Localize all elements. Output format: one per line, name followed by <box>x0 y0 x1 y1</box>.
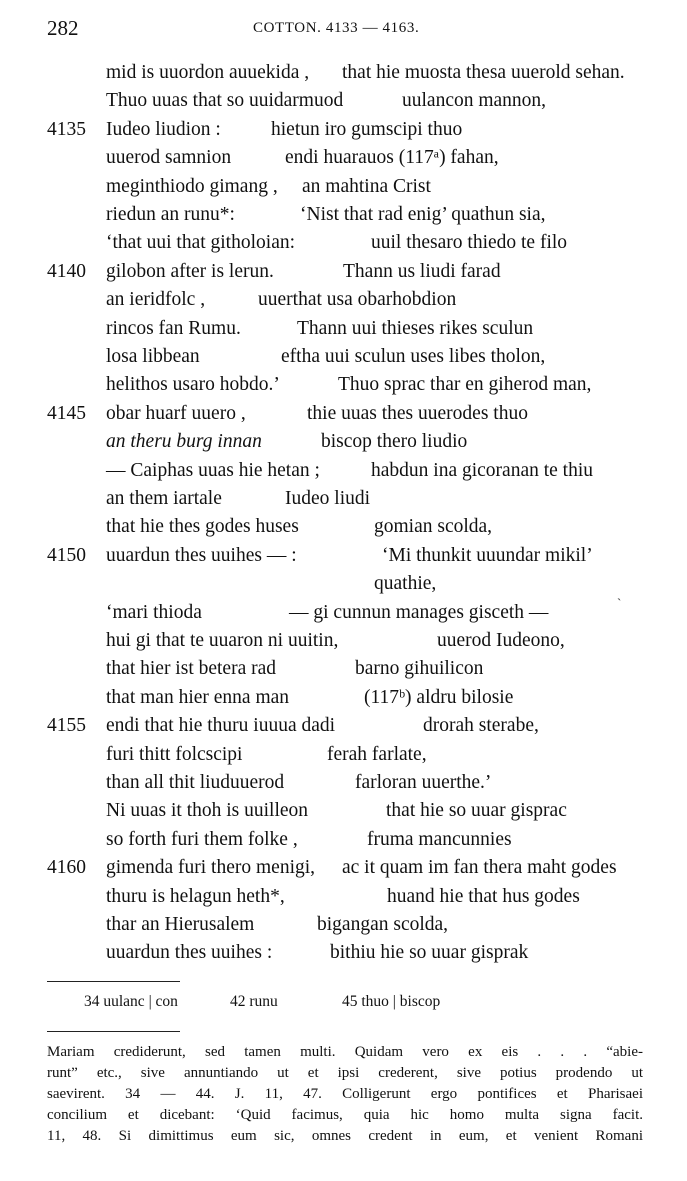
first-half-line: thar an Hierusalem <box>106 914 255 935</box>
margin-mark: ˎ <box>617 586 622 601</box>
footnote-rule <box>47 981 180 982</box>
verse-line <box>0 545 687 573</box>
first-half-line: an theru burg innan <box>106 431 262 453</box>
verse-line <box>0 914 687 942</box>
second-half-line: an mahtina Crist <box>302 175 431 197</box>
commentary-line: concilium et dicebant: ‘Quid facimus, quia hic homo multa signa facit. <box>47 1107 643 1123</box>
second-half-line: huand hie that hus godes <box>387 885 580 907</box>
verse-line <box>0 715 687 743</box>
second-half-line: hietun iro gumscipi thuo <box>271 118 463 140</box>
verse-line <box>0 687 687 715</box>
verse-line <box>0 829 687 857</box>
second-half-line: uuerod Iudeono, <box>437 630 565 651</box>
variant-reading: 34 uulanc | con <box>84 993 178 1010</box>
verse-line <box>0 232 687 260</box>
second-half-line: biscop thero liudio <box>321 431 468 453</box>
verse-line <box>0 90 687 118</box>
first-half-line: that hier ist betera rad <box>106 658 277 680</box>
second-half-line: (117ᵇ) aldru bilosie <box>364 686 514 708</box>
second-half-line: ‘Nist that rad enig’ quathun sia, <box>300 204 546 225</box>
verse-line <box>0 800 687 828</box>
first-half-line: rincos fan Rumu. <box>106 317 241 339</box>
line-number: 4150 <box>47 544 86 566</box>
second-half-line: gomian scolda, <box>374 516 493 538</box>
first-half-line: hui gi that te uuaron ni uuitin, <box>106 630 339 651</box>
verse-line <box>0 744 687 772</box>
second-half-line: barno gihuilicon <box>355 658 484 680</box>
line-number: 4135 <box>47 118 86 140</box>
second-half-line: quathie, <box>374 573 437 595</box>
verse-line <box>0 942 687 970</box>
second-half-line: thie uuas thes uuerodes thuo <box>307 402 528 424</box>
verse-line <box>0 318 687 346</box>
second-half-line: farloran uuerthe.’ <box>355 772 492 793</box>
first-half-line: that hie thes godes huses <box>106 516 299 538</box>
commentary-line: saevirent. 34 — 44. J. 11, 47. Colligerunt ergo pontifices et Pharisaei <box>47 1086 643 1102</box>
verse-line <box>0 772 687 800</box>
second-half-line: bithiu hie so uuar gisprak <box>330 942 529 964</box>
first-half-line: than all thit liuduuerod <box>106 772 285 793</box>
line-number: 4155 <box>47 715 86 737</box>
first-half-line: uuerod samnion <box>106 147 232 169</box>
verse-line <box>0 374 687 402</box>
page-header <box>0 16 687 46</box>
second-half-line: — gi cunnun manages gisceth — <box>289 601 549 623</box>
first-half-line: gilobon after is lerun. <box>106 260 274 282</box>
second-half-line: Thann uui thieses rikes sculun <box>297 317 534 339</box>
first-half-line: that man hier enna man <box>106 686 290 708</box>
verse-line <box>0 403 687 431</box>
verse-line <box>0 857 687 885</box>
first-half-line: an ieridfolc , <box>106 289 206 311</box>
second-half-line: ferah farlate, <box>327 743 427 765</box>
line-number: 4140 <box>47 260 86 282</box>
verse-line <box>0 658 687 686</box>
first-half-line: helithos usaro hobdo.’ <box>106 374 280 396</box>
variant-reading: 45 thuo | biscop <box>342 993 441 1010</box>
first-half-line: meginthiodo gimang , <box>106 175 278 197</box>
verse-line <box>0 630 687 658</box>
second-half-line: fruma mancunnies <box>367 828 512 850</box>
verse-line <box>0 488 687 516</box>
first-half-line: Iudeo liudion : <box>106 118 221 140</box>
verse-line <box>0 516 687 544</box>
first-half-line: furi thitt folcscipi <box>106 743 243 765</box>
running-head: COTTON. 4133 — 4163. <box>253 20 420 36</box>
second-half-line: bigangan scolda, <box>317 914 449 935</box>
notes-rule <box>47 1031 180 1032</box>
first-half-line: losa libbean <box>106 346 200 367</box>
page-number: 282 <box>47 16 79 40</box>
verse-line <box>0 573 687 601</box>
first-half-line: thuru is helagun heth*, <box>106 885 285 907</box>
first-half-line: ‘that uui that githoloian: <box>106 232 296 254</box>
first-half-line: ‘mari thioda <box>106 601 202 623</box>
first-half-line: an them iartale <box>106 488 222 509</box>
second-half-line: Thann us liudi farad <box>343 260 501 282</box>
second-half-line: that hie muosta thesa uuerold sehan. <box>342 62 625 83</box>
first-half-line: riedun an runu*: <box>106 204 235 225</box>
second-half-line: that hie so uuar gisprac <box>386 800 567 822</box>
first-half-line: uuardun thes uuihes : <box>106 942 273 964</box>
first-half-line: Thuo uuas that so uuidarmuod <box>106 90 344 112</box>
commentary-line: Mariam crediderunt, sed tamen multi. Quidam vero ex eis . . . “abie- <box>47 1044 643 1060</box>
second-half-line: ac it quam im fan thera maht godes <box>342 857 617 879</box>
second-half-line: drorah sterabe, <box>423 715 539 737</box>
second-half-line: eftha uui sculun uses libes tholon, <box>281 346 546 367</box>
second-half-line: Iudeo liudi <box>285 488 371 509</box>
verse-line <box>0 119 687 147</box>
second-half-line: ‘Mi thunkit uuundar mikil’ <box>382 544 593 566</box>
first-half-line: obar huarf uuero , <box>106 402 246 424</box>
first-half-line: gimenda furi thero menigi, <box>106 857 316 879</box>
commentary-line: 11, 48. Si dimittimus eum sic, omnes credent in eum, et venient Romani <box>47 1128 643 1144</box>
first-half-line: mid is uuordon auuekida , <box>106 62 310 83</box>
second-half-line: Thuo sprac thar en giherod man, <box>338 374 592 396</box>
second-half-line: uuil thesaro thiedo te filo <box>371 232 568 254</box>
line-number: 4160 <box>47 857 86 879</box>
line-number: 4145 <box>47 402 86 424</box>
second-half-line: uulancon mannon, <box>402 90 547 112</box>
verse-line <box>0 886 687 914</box>
verse-line <box>0 261 687 289</box>
verse-line <box>0 602 687 630</box>
verse-line <box>0 289 687 317</box>
first-half-line: — Caiphas uuas hie hetan ; <box>106 459 320 481</box>
commentary-line: runt” etc., sive annuntiando ut et ipsi crederent, sive potius prodendo ut <box>47 1065 643 1081</box>
verse-line <box>0 431 687 459</box>
verse-line <box>0 346 687 374</box>
verse-line <box>0 147 687 175</box>
second-half-line: uuerthat usa obarhobdion <box>258 289 457 311</box>
verse-line <box>0 176 687 204</box>
verse-line <box>0 62 687 90</box>
verse-line <box>0 460 687 488</box>
verse-line <box>0 204 687 232</box>
first-half-line: endi that hie thuru iuuua dadi <box>106 715 336 737</box>
first-half-line: so forth furi them folke , <box>106 828 298 850</box>
second-half-line: habdun ina gicoranan te thiu <box>371 459 594 481</box>
second-half-line: endi huarauos (117ᵃ) fahan, <box>285 147 499 169</box>
first-half-line: uuardun thes uuihes — : <box>106 544 297 566</box>
variant-reading: 42 runu <box>230 993 278 1010</box>
first-half-line: Ni uuas it thoh is uuilleon <box>106 800 309 822</box>
